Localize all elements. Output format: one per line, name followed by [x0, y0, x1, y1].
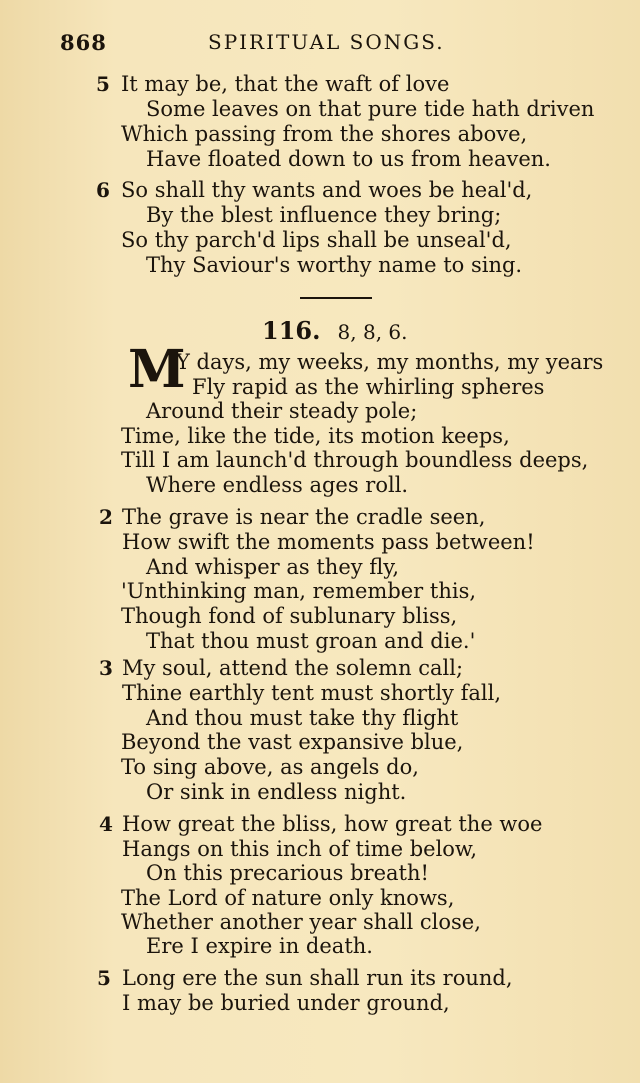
hymn-heading [262, 316, 408, 346]
verse-line: So thy parch'd lips shall be unseal'd, [121, 228, 512, 252]
hymn-meter: 8, 8, 6. [337, 320, 408, 344]
page-number: 868 [60, 30, 107, 55]
verse-line: My soul, attend the solemn call; [122, 656, 464, 680]
verse-line: Though fond of sublunary bliss, [121, 604, 458, 628]
verse-number: 3 [99, 656, 113, 680]
verse-line: How great the bliss, how great the woe [122, 812, 543, 836]
verse-line: Time, like the tide, its motion keeps, [121, 424, 510, 448]
verse-line: Have floated down to us from heaven. [146, 147, 551, 171]
verse-line: That thou must groan and die.' [146, 629, 476, 653]
verse-line: Ere I expire in death. [146, 934, 373, 958]
verse-line: It may be, that the waft of love [121, 72, 450, 96]
verse-line: Around their steady pole; [146, 399, 418, 423]
verse-line: Fly rapid as the whirling spheres [192, 375, 545, 399]
verse-line: So shall thy wants and woes be heal'd, [121, 178, 533, 202]
verse-number: 2 [99, 505, 113, 529]
verse-line: And whisper as they fly, [146, 555, 400, 579]
verse-line: Hangs on this inch of time below, [122, 837, 478, 861]
verse-line: How swift the moments pass between! [122, 530, 535, 554]
verse-line: On this precarious breath! [146, 861, 429, 885]
verse-line: Thy Saviour's worthy name to sing. [146, 253, 523, 277]
verse-line: The Lord of nature only knows, [121, 886, 455, 910]
verse-line: The grave is near the cradle seen, [122, 505, 486, 529]
verse-line: To sing above, as angels do, [121, 755, 419, 779]
verse-line: Thine earthly tent must shortly fall, [122, 681, 501, 705]
verse-line: I may be buried under ground, [122, 991, 450, 1015]
running-title: SPIRITUAL SONGS. [208, 30, 445, 54]
verse-number: 5 [97, 966, 111, 990]
verse-number: 6 [96, 178, 110, 202]
page-header [60, 30, 480, 58]
verse-line: Which passing from the shores above, [121, 122, 528, 146]
hymn-number: 116. [262, 316, 321, 345]
section-divider [300, 297, 372, 299]
verse-line: Whether another year shall close, [121, 910, 481, 934]
verse-number: 5 [96, 72, 110, 96]
verse-number: 4 [99, 812, 113, 836]
verse-line: 'Unthinking man, remember this, [121, 579, 477, 603]
verse-line: Beyond the vast expansive blue, [121, 730, 464, 754]
verse-line: And thou must take thy flight [146, 706, 459, 730]
verse-line: Long ere the sun shall run its round, [122, 966, 513, 990]
verse-line: Till I am launch'd through boundless deeps, [121, 448, 589, 472]
drop-cap: M [128, 339, 186, 400]
verse-line: Where endless ages roll. [146, 473, 409, 497]
verse-line: By the blest influence they bring; [146, 203, 502, 227]
verse-line: Or sink in endless night. [146, 780, 407, 804]
verse-line: Y days, my weeks, my months, my years [176, 350, 604, 374]
verse-line: Some leaves on that pure tide hath driven [146, 97, 595, 121]
